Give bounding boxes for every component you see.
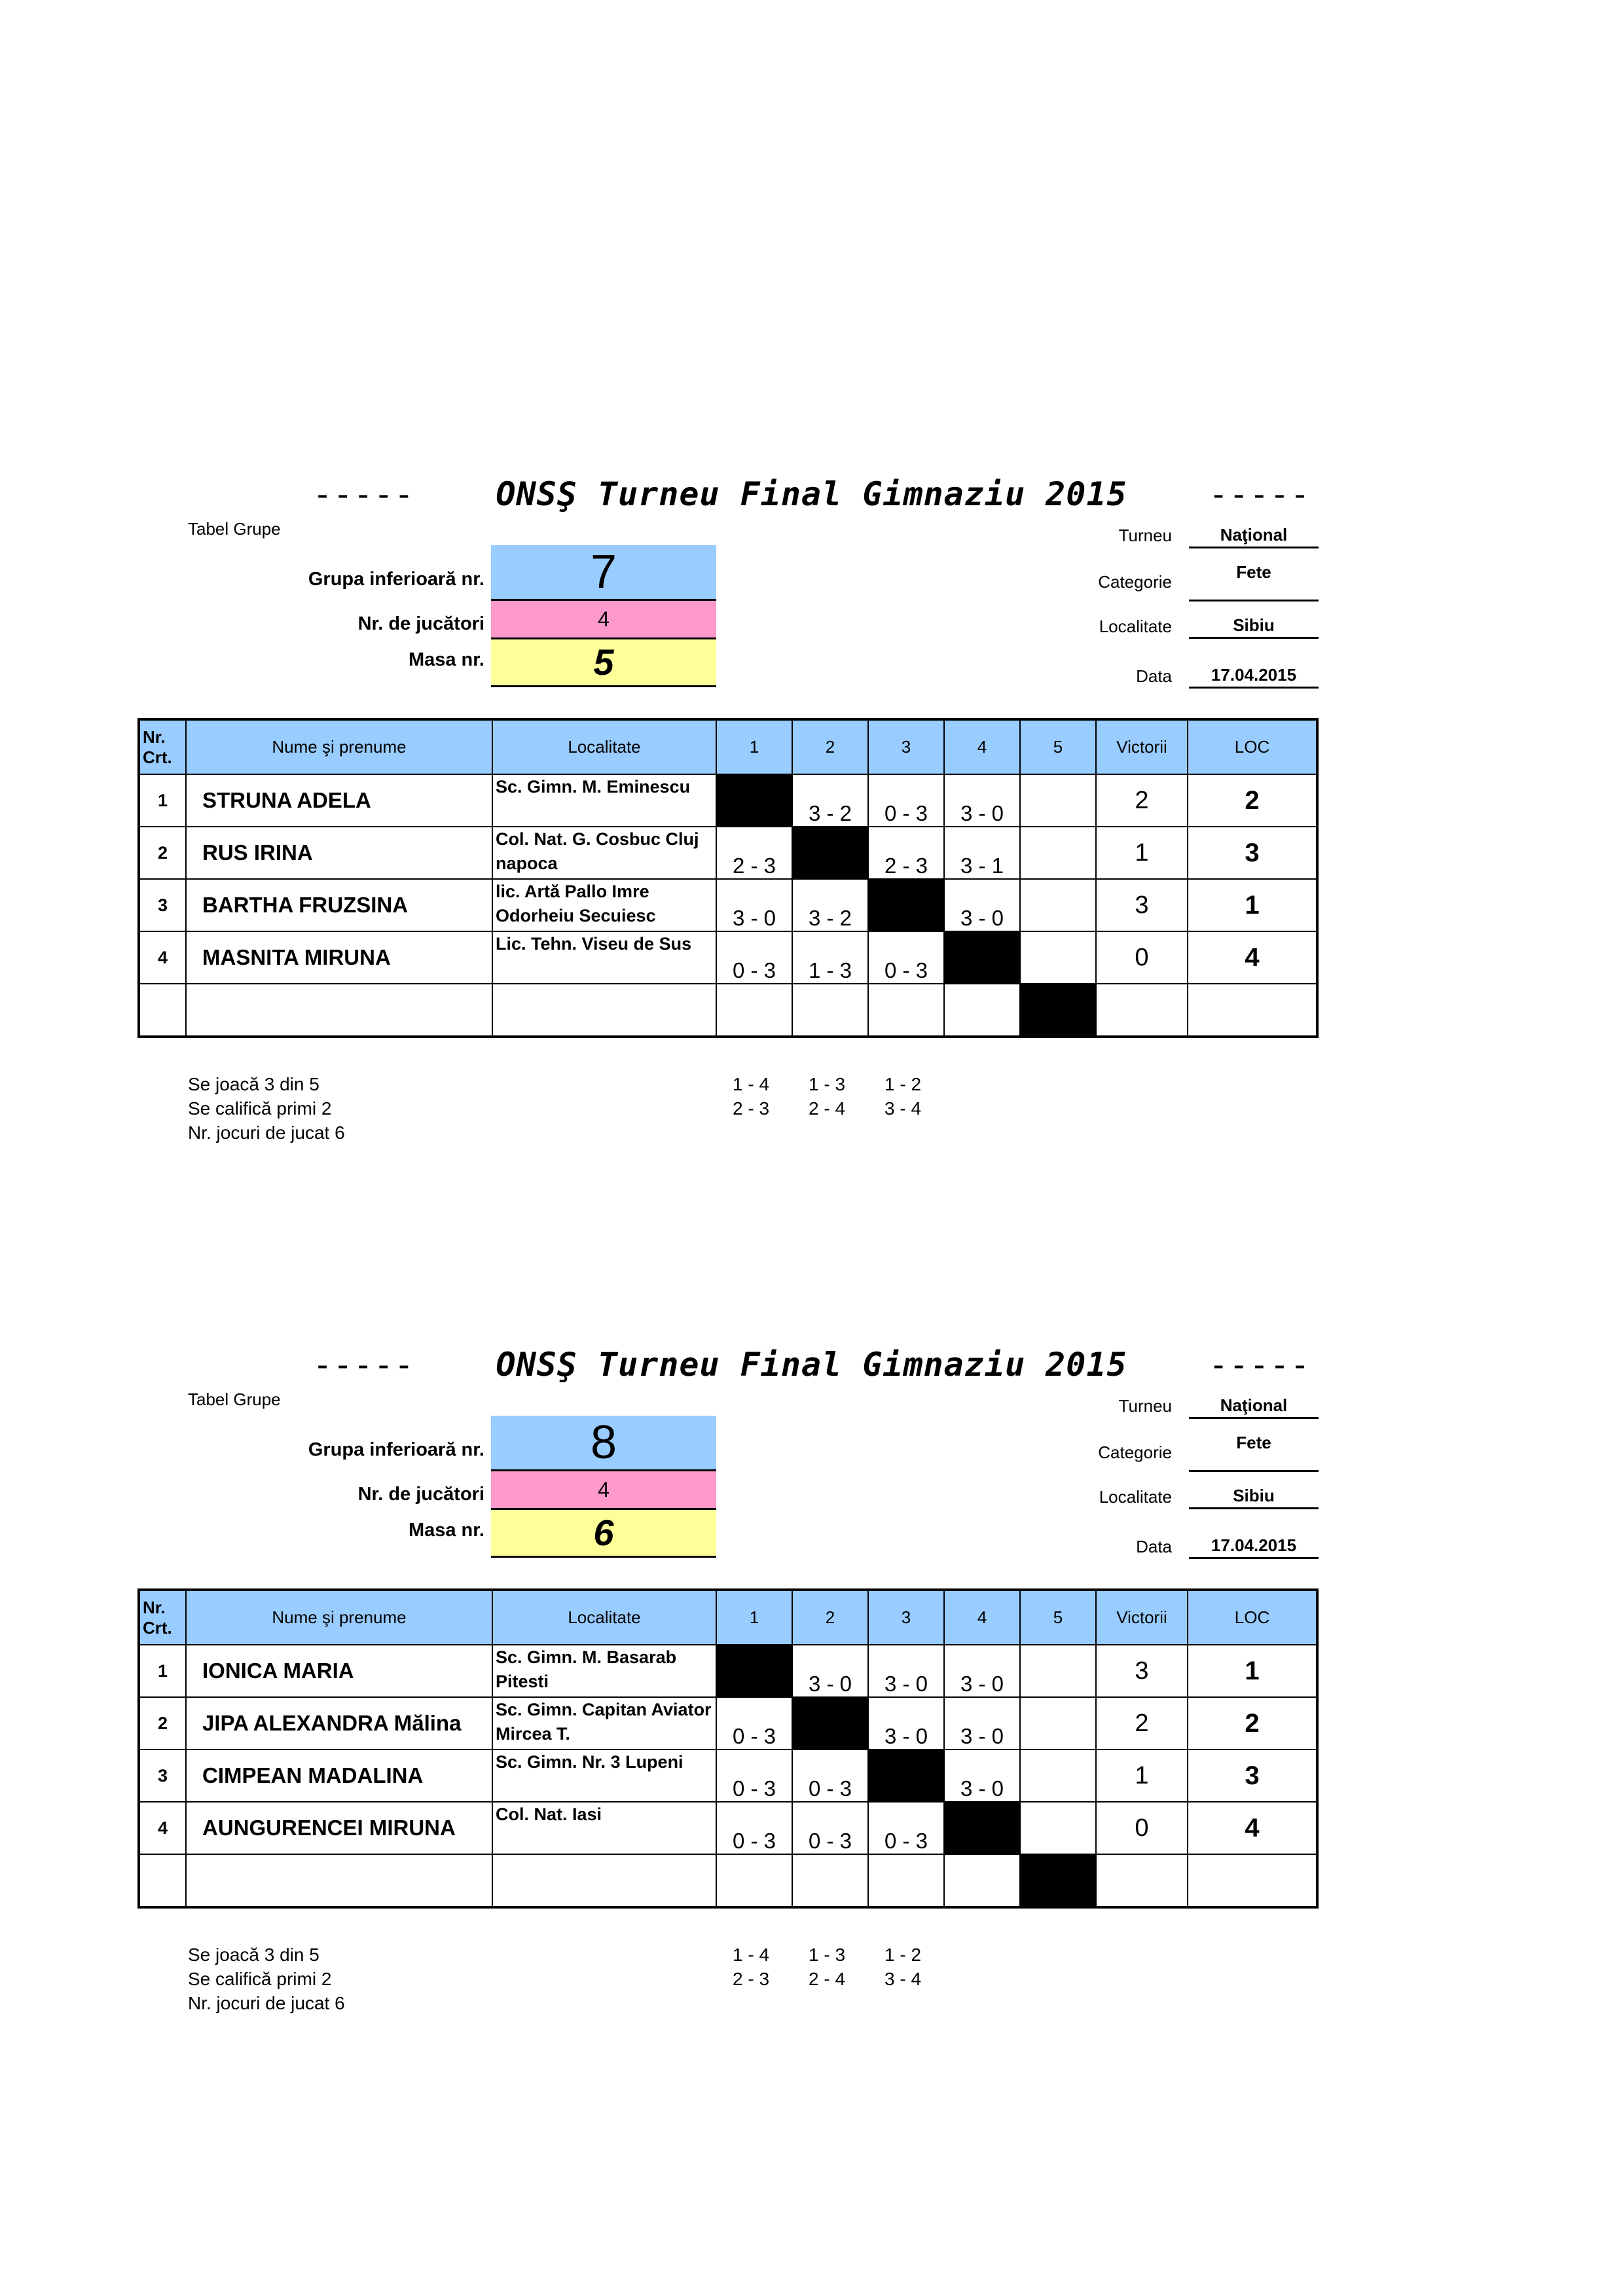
score-col-3: 2 - 3 [868,827,944,879]
player-name [186,1854,492,1907]
header-victorii: Victorii [1096,1590,1188,1645]
score-col-5 [1020,1645,1096,1697]
score-col-5 [1020,1697,1096,1749]
title-dashes-left: ----- [312,1346,414,1384]
player-name: RUS IRINA [186,827,492,879]
row-nr: 3 [139,879,186,931]
localitate-label: Localitate [1099,1487,1172,1507]
pair-2-3: 3 - 4 [884,1969,922,1989]
score-col-4: 3 - 0 [944,1697,1020,1749]
header-col-5: 5 [1020,1590,1096,1645]
score-col-2 [792,1854,868,1907]
jucatori-label: Nr. de jucători [357,1484,484,1505]
player-localitate [492,1854,716,1907]
player-name: BARTHA FRUZSINA [186,879,492,931]
score-col-5 [1020,774,1096,827]
self-match-cell [792,1697,868,1749]
score-col-2: 3 - 0 [792,1645,868,1697]
pair-2-3: 3 - 4 [884,1098,922,1119]
title-dashes-right: ----- [1209,475,1311,513]
score-col-3: 3 - 0 [868,1697,944,1749]
jucatori-label: Nr. de jucători [357,613,484,634]
group-block-7 [0,0,1623,1143]
loc-value: 1 [1188,879,1317,931]
loc-value: 2 [1188,1697,1317,1749]
table-row [139,1854,1317,1907]
header-col-1: 1 [716,1590,792,1645]
table-row [139,1749,1317,1802]
footer-jocuri: Nr. jocuri de jucat 6 [188,1993,345,2013]
pair-1-3: 1 - 2 [884,1945,922,1965]
player-localitate: Sc. Gimn. Capitan Aviator Mircea T. [492,1697,716,1749]
player-name: JIPA ALEXANDRA Mălina [186,1697,492,1749]
score-col-1: 0 - 3 [716,1802,792,1854]
score-col-1: 0 - 3 [716,1697,792,1749]
player-localitate: Lic. Tehn. Viseu de Sus [492,931,716,984]
table-row [139,774,1317,827]
table-row [139,1802,1317,1854]
score-col-1: 2 - 3 [716,827,792,879]
pair-1-2: 1 - 3 [808,1074,846,1094]
data-value: 17.04.2015 [1189,1534,1319,1559]
pair-2-2: 2 - 4 [808,1969,846,1989]
footer-califica: Se califică primi 2 [188,1098,332,1119]
jucatori-value: 4 [491,601,716,639]
score-col-3 [868,1854,944,1907]
pair-2-2: 2 - 4 [808,1098,846,1119]
score-col-3: 3 - 0 [868,1645,944,1697]
tabel-grupe-label: Tabel Grupe [188,519,281,539]
self-match-cell [944,1802,1020,1854]
player-name: CIMPEAN MADALINA [186,1749,492,1802]
footer-joaca: Se joacă 3 din 5 [188,1074,319,1094]
jucatori-value: 4 [491,1471,716,1510]
victorii-value [1096,1854,1188,1907]
row-nr: 3 [139,1749,186,1802]
pair-2-1: 2 - 3 [732,1969,770,1989]
score-col-4: 3 - 0 [944,879,1020,931]
header-col-4: 4 [944,1590,1020,1645]
footer-jocuri: Nr. jocuri de jucat 6 [188,1122,345,1143]
score-col-1 [716,1854,792,1907]
header-col-4: 4 [944,719,1020,774]
loc-value: 1 [1188,1645,1317,1697]
victorii-value: 0 [1096,931,1188,984]
masa-label: Masa nr. [408,1520,484,1541]
categorie-label: Categorie [1098,1443,1172,1462]
header-victorii: Victorii [1096,719,1188,774]
grupa-label: Grupa inferioară nr. [308,1439,484,1460]
turneu-label: Turneu [1118,526,1172,545]
page-title [0,1346,1623,1384]
score-col-1: 3 - 0 [716,879,792,931]
score-col-2: 1 - 3 [792,931,868,984]
title-text: ONSŞ Turneu Final Gimnaziu 2015 [496,475,1127,513]
table-header-row [139,719,1317,774]
score-col-3: 0 - 3 [868,774,944,827]
header-nr: Nr. Crt. [139,1590,186,1645]
score-col-4: 3 - 0 [944,774,1020,827]
row-nr: 1 [139,774,186,827]
victorii-value: 3 [1096,879,1188,931]
player-name: STRUNA ADELA [186,774,492,827]
score-col-2: 0 - 3 [792,1749,868,1802]
pair-1-1: 1 - 4 [732,1945,770,1965]
self-match-cell [716,1645,792,1697]
header-localitate: Localitate [492,719,716,774]
row-nr: 1 [139,1645,186,1697]
turneu-value: Naţional [1189,523,1319,548]
tabel-grupe-label: Tabel Grupe [188,1390,281,1409]
footer-califica: Se califică primi 2 [188,1969,332,1989]
masa-value: 6 [491,1510,716,1558]
victorii-value: 2 [1096,1697,1188,1749]
row-nr: 4 [139,931,186,984]
categorie-value: Fete [1189,560,1319,601]
header-loc: LOC [1188,1590,1317,1645]
header-nr: Nr. Crt. [139,719,186,774]
player-localitate: Col. Nat. G. Cosbuc Cluj napoca [492,827,716,879]
localitate-label: Localitate [1099,617,1172,636]
categorie-label: Categorie [1098,572,1172,592]
row-nr: 4 [139,1802,186,1854]
header-col-5: 5 [1020,719,1096,774]
score-col-3: 0 - 3 [868,931,944,984]
localitate-value: Sibiu [1189,613,1319,639]
row-nr: 2 [139,827,186,879]
score-col-4: 3 - 0 [944,1749,1020,1802]
player-localitate: lic. Artă Pallo Imre Odorheiu Secuiesc [492,879,716,931]
header-col-1: 1 [716,719,792,774]
localitate-value: Sibiu [1189,1484,1319,1509]
turneu-label: Turneu [1118,1396,1172,1416]
self-match-cell [1020,1854,1096,1907]
pair-1-3: 1 - 2 [884,1074,922,1094]
loc-value: 4 [1188,931,1317,984]
player-localitate: Sc. Gimn. M. Basarab Pitesti [492,1645,716,1697]
table-row [139,1645,1317,1697]
victorii-value: 1 [1096,1749,1188,1802]
pair-1-1: 1 - 4 [732,1074,770,1094]
score-col-3: 0 - 3 [868,1802,944,1854]
turneu-value: Naţional [1189,1393,1319,1419]
loc-value: 3 [1188,827,1317,879]
player-name: AUNGURENCEI MIRUNA [186,1802,492,1854]
header-col-3: 3 [868,1590,944,1645]
score-col-4 [944,1854,1020,1907]
header-col-2: 2 [792,1590,868,1645]
player-localitate: Col. Nat. Iasi [492,1802,716,1854]
table-header-row [139,1590,1317,1645]
loc-value [1188,1854,1317,1907]
victorii-value: 1 [1096,827,1188,879]
score-col-2: 3 - 2 [792,879,868,931]
title-dashes-right: ----- [1209,1346,1311,1384]
self-match-cell [868,1749,944,1802]
victorii-value: 2 [1096,774,1188,827]
header-name: Nume şi prenume [186,719,492,774]
player-name: MASNITA MIRUNA [186,931,492,984]
pair-2-1: 2 - 3 [732,1098,770,1119]
header-loc: LOC [1188,719,1317,774]
score-col-2: 0 - 3 [792,1802,868,1854]
table-row [139,1697,1317,1749]
header-localitate: Localitate [492,1590,716,1645]
group-block-8 [0,870,1623,2013]
victorii-value: 0 [1096,1802,1188,1854]
page-title [0,475,1623,513]
score-col-5 [1020,1749,1096,1802]
grupa-value: 8 [491,1416,716,1471]
score-col-2: 3 - 2 [792,774,868,827]
footer-joaca: Se joacă 3 din 5 [188,1945,319,1965]
masa-label: Masa nr. [408,649,484,670]
player-localitate: Sc. Gimn. M. Eminescu [492,774,716,827]
player-localitate: Sc. Gimn. Nr. 3 Lupeni [492,1749,716,1802]
loc-value: 2 [1188,774,1317,827]
group-table [137,1588,1319,1909]
grupa-label: Grupa inferioară nr. [308,569,484,590]
title-text: ONSŞ Turneu Final Gimnaziu 2015 [496,1346,1127,1384]
score-col-1: 0 - 3 [716,1749,792,1802]
row-nr: 2 [139,1697,186,1749]
data-label: Data [1136,1537,1172,1556]
victorii-value: 3 [1096,1645,1188,1697]
score-col-4: 3 - 1 [944,827,1020,879]
self-match-cell [716,774,792,827]
pair-1-2: 1 - 3 [808,1945,846,1965]
header-col-2: 2 [792,719,868,774]
header-name: Nume şi prenume [186,1590,492,1645]
score-col-5 [1020,1802,1096,1854]
masa-value: 5 [491,639,716,687]
data-value: 17.04.2015 [1189,663,1319,689]
player-name: IONICA MARIA [186,1645,492,1697]
title-dashes-left: ----- [312,475,414,513]
grupa-value: 7 [491,545,716,601]
categorie-value: Fete [1189,1431,1319,1472]
row-nr [139,1854,186,1907]
loc-value: 3 [1188,1749,1317,1802]
score-col-4: 3 - 0 [944,1645,1020,1697]
data-label: Data [1136,666,1172,686]
header-col-3: 3 [868,719,944,774]
loc-value: 4 [1188,1802,1317,1854]
score-col-1: 0 - 3 [716,931,792,984]
